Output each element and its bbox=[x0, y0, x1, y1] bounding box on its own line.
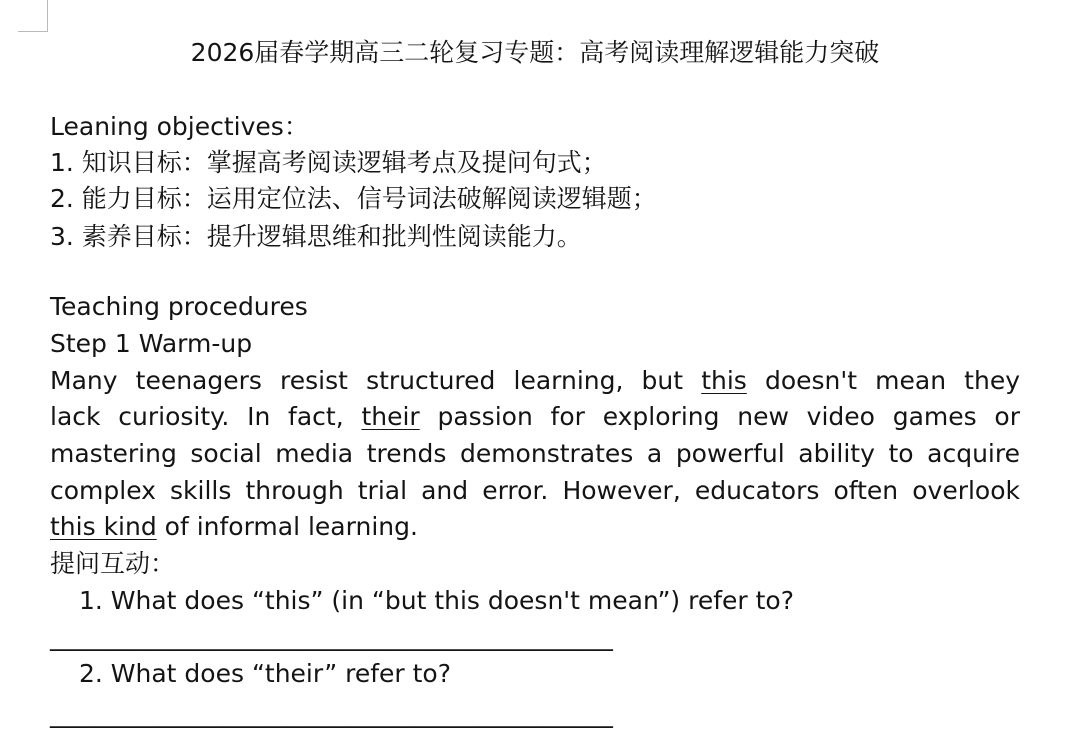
passage-line bbox=[50, 510, 418, 544]
passage-text: doesn't mean they bbox=[746, 366, 1020, 395]
passage-line bbox=[50, 364, 1020, 398]
procedures-heading: Teaching procedures bbox=[50, 292, 308, 321]
objective-item-knowledge: 1. 知识目标：掌握高考阅读逻辑考点及提问句式； bbox=[50, 148, 607, 177]
objective-item-literacy: 3. 素养目标：提升逻辑思维和批判性阅读能力。 bbox=[50, 222, 582, 251]
question-1: 1. What does “this” (in “but this doesn't mean”) refer to? bbox=[79, 586, 794, 615]
underlined-reference-their: their bbox=[361, 402, 420, 431]
passage-text: of informal learning. bbox=[156, 512, 418, 541]
document-title: 2026届春学期高三二轮复习专题：高考阅读理解逻辑能力突破 bbox=[190, 38, 880, 67]
passage-text: passion for exploring new video games or bbox=[419, 402, 1021, 431]
interaction-heading: 提问互动： bbox=[50, 549, 176, 578]
passage-text: lack curiosity. In fact, bbox=[50, 402, 362, 431]
passage-line: mastering social media trends demonstrates a powerful ability to acquire bbox=[50, 439, 1020, 468]
underlined-reference-this-kind: this kind bbox=[50, 512, 157, 541]
underlined-reference-this: this bbox=[701, 366, 747, 395]
answer-blank-line[interactable]: ____________________________________________ bbox=[50, 622, 614, 651]
page-corner-margin-mark bbox=[18, 0, 48, 32]
answer-blank-line[interactable]: ____________________________________________ bbox=[50, 699, 614, 728]
passage-text: Many teenagers resist structured learning, but bbox=[50, 366, 702, 395]
objectives-heading: Leaning objectives： bbox=[50, 112, 309, 141]
objective-item-ability: 2. 能力目标：运用定位法、信号词法破解阅读逻辑题； bbox=[50, 184, 657, 213]
passage-line: complex skills through trial and error. However, educators often overlook bbox=[50, 476, 1020, 505]
question-2: 2. What does “their” refer to? bbox=[79, 659, 451, 688]
passage-line bbox=[50, 400, 1020, 434]
step-heading: Step 1 Warm-up bbox=[50, 329, 253, 358]
